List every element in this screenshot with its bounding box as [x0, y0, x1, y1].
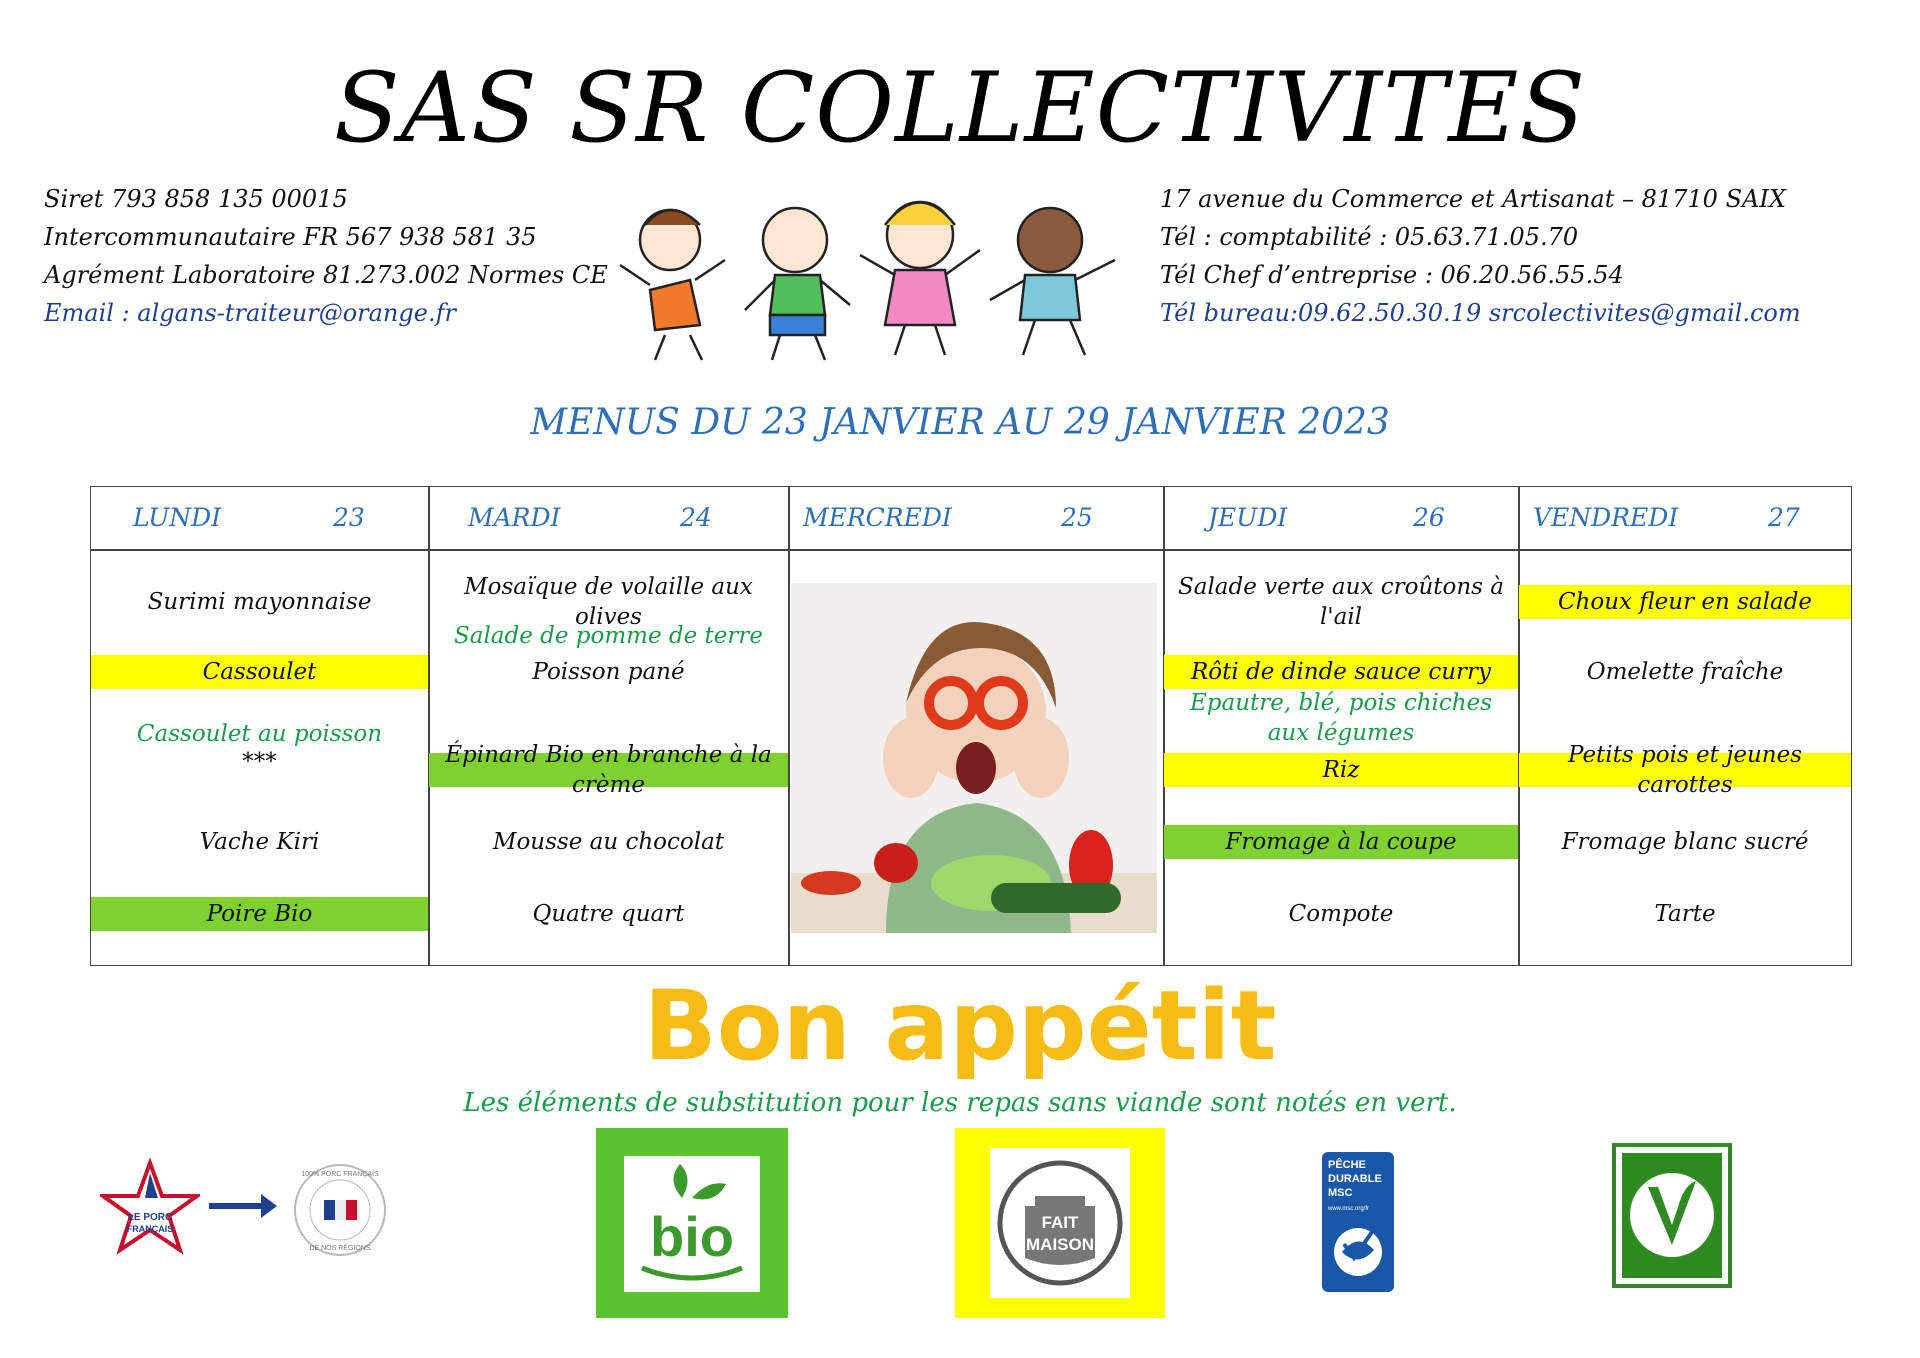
- menu-item: Compote: [1288, 901, 1394, 927]
- address-line: 17 avenue du Commerce et Artisanat – 81710 SAIX: [1160, 185, 1786, 213]
- day-header-mercredi: MERCREDI 25: [803, 503, 1093, 532]
- day-header-jeudi: JEUDI 26: [1208, 503, 1445, 532]
- menu-item: Rôti de dinde sauce curry: [1164, 655, 1518, 689]
- menu-item: Mousse au chocolat: [492, 829, 725, 855]
- svg-text:DE NOS RÉGIONS: DE NOS RÉGIONS: [309, 1245, 371, 1252]
- menu-item: Surimi mayonnaise: [147, 589, 372, 615]
- menu-item: Poisson pané: [532, 659, 685, 685]
- menu-item: Petits pois et jeunes carottes: [1519, 753, 1851, 787]
- day-header-lundi: LUNDI 23: [133, 503, 365, 532]
- menu-item: Vache Kiri: [199, 829, 320, 855]
- day-header-vendredi: VENDREDI 27: [1533, 503, 1800, 532]
- svg-text:DURABLE: DURABLE: [1328, 1173, 1382, 1185]
- company-info-right: [1160, 180, 1801, 332]
- menu-title: MENUS DU 23 JANVIER AU 29 JANVIER 2023: [530, 402, 1390, 443]
- siret-line: Siret 793 858 135 00015: [44, 185, 348, 213]
- svg-text:FRANÇAIS: FRANÇAIS: [126, 1224, 174, 1234]
- menu-item: Choux fleur en salade: [1519, 585, 1851, 619]
- intercommunautaire-line: Intercommunautaire FR 567 938 581 35: [44, 223, 537, 251]
- kids-illustration: [610, 195, 1140, 365]
- phone-chef: Tél Chef d’entreprise : 06.20.56.55.54: [1160, 261, 1624, 289]
- menu-item: Quatre quart: [532, 901, 685, 927]
- child-vegetables-photo: [791, 583, 1157, 933]
- menu-item: Epautre, blé, pois chiches aux légumes: [1189, 690, 1493, 746]
- menu-item: Cassoulet au poisson: [136, 721, 383, 747]
- svg-text:www.msc.org/fr: www.msc.org/fr: [1328, 1206, 1370, 1212]
- menu-item: Poire Bio: [91, 897, 428, 931]
- menu-item: Cassoulet: [91, 655, 428, 689]
- svg-text:MAISON: MAISON: [1026, 1235, 1094, 1254]
- arrow-right-icon: [205, 1188, 280, 1224]
- porc-francais-regions-logo: [290, 1160, 390, 1260]
- menu-item: Fromage à la coupe: [1164, 825, 1518, 859]
- day-header-mardi: MARDI 24: [468, 503, 712, 532]
- menu-item: Riz: [1164, 753, 1518, 787]
- phone-bureau-email[interactable]: Tél bureau:09.62.50.30.19 srcolectivites@gmail.com: [1160, 299, 1801, 327]
- bon-appetit-title: Bon appétit: [643, 970, 1277, 1082]
- le-porc-francais-logo: [100, 1158, 200, 1258]
- fait-maison-logo: [955, 1128, 1165, 1318]
- phone-comptabilite: Tél : comptabilité : 05.63.71.05.70: [1160, 223, 1579, 251]
- menu-item: Omelette fraîche: [1586, 659, 1784, 685]
- svg-text:PÊCHE: PÊCHE: [1328, 1159, 1366, 1171]
- svg-text:100% PORC FRANÇAIS: 100% PORC FRANÇAIS: [301, 1171, 379, 1178]
- menu-item: Tarte: [1654, 901, 1716, 927]
- svg-text:FAIT: FAIT: [1041, 1213, 1079, 1232]
- vegetarian-v-logo: [1612, 1143, 1732, 1288]
- menu-item: Épinard Bio en branche à la crème: [429, 753, 788, 787]
- svg-text:MSC: MSC: [1328, 1187, 1353, 1199]
- svg-text:LE PORC: LE PORC: [127, 1212, 173, 1223]
- msc-peche-durable-logo: [1322, 1152, 1394, 1292]
- menu-item: ***: [242, 749, 277, 775]
- company-title: SAS SR COLLECTIVITES: [333, 52, 1587, 164]
- agrement-line: Agrément Laboratoire 81.273.002 Normes CE: [44, 261, 608, 289]
- menu-item: Salade verte aux croûtons à l'ail: [1177, 574, 1505, 630]
- email-line[interactable]: Email : algans-traiteur@orange.fr: [44, 299, 456, 327]
- bio-logo: [596, 1128, 788, 1318]
- substitution-note: Les éléments de substitution pour les repas sans viande sont notés en vert.: [463, 1088, 1457, 1118]
- menu-item: Salade de pomme de terre: [453, 623, 764, 649]
- menu-item: Mosaïque de volaille aux olives: [464, 574, 753, 630]
- svg-text:bio: bio: [650, 1205, 734, 1268]
- menu-item: Fromage blanc sucré: [1561, 829, 1809, 855]
- company-info-left: [44, 180, 608, 332]
